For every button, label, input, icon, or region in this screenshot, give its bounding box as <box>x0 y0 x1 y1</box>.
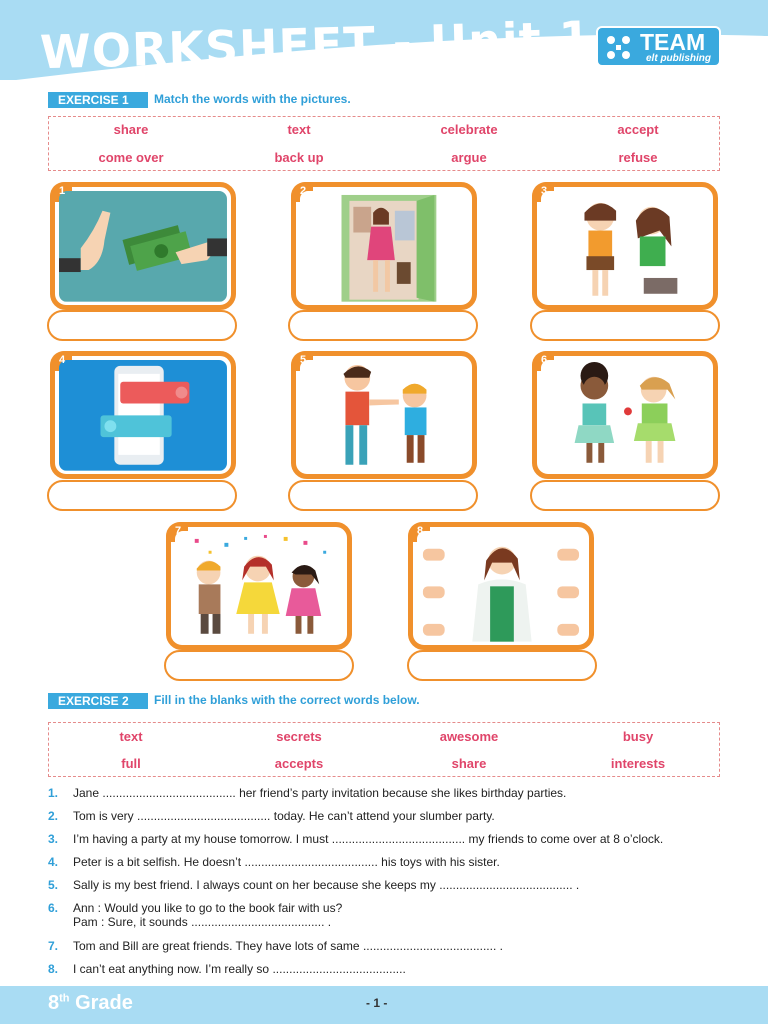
question-text: Tom is very <box>73 809 134 823</box>
question-number: 5. <box>48 878 59 892</box>
question-text: . <box>499 939 503 953</box>
question-8 <box>48 962 406 976</box>
word-bank-item: share <box>113 122 149 137</box>
question-number: 1. <box>48 786 59 800</box>
word-bank-item: full <box>121 756 141 771</box>
publisher-logo <box>596 26 721 67</box>
exercise-1-tag: EXERCISE 1 <box>48 92 148 108</box>
question-text: Sally is my best friend. I always count on her because she keeps my <box>73 878 436 892</box>
page-number: - 1 - <box>366 996 388 1010</box>
share-illustration <box>541 360 709 471</box>
question-text: Peter is a bit selfish. He doesn’t <box>73 855 242 869</box>
blank-field[interactable]: ........................................ <box>272 962 406 976</box>
refuse-money-illustration <box>59 191 227 302</box>
card-number: 1 <box>59 185 66 197</box>
question-text: Pam : Sure, it sounds <box>73 915 188 929</box>
word-bank-item: text <box>119 729 143 744</box>
question-text: my friends to come over at 8 o’clock. <box>468 832 664 846</box>
word-bank-item: accepts <box>274 756 324 771</box>
exercise-1-word-bank <box>48 116 720 171</box>
question-text: Ann : Would you like to go to the book fair with us? <box>73 901 343 915</box>
answer-field-4[interactable] <box>47 480 237 511</box>
question-number: 7. <box>48 939 59 953</box>
answer-field-6[interactable] <box>530 480 720 511</box>
word-bank-item: celebrate <box>440 122 498 137</box>
question-number: 4. <box>48 855 59 869</box>
word-bank-item: refuse <box>618 150 658 165</box>
picture-card-1 <box>50 182 236 310</box>
card-number: 6 <box>541 354 548 366</box>
question-1 <box>48 786 566 800</box>
answer-field-1[interactable] <box>47 310 237 341</box>
card-number: 7 <box>175 525 182 537</box>
text-message-illustration <box>59 360 227 471</box>
blank-field[interactable]: ........................................ <box>137 809 271 823</box>
question-2 <box>48 809 495 823</box>
answer-field-3[interactable] <box>530 310 720 341</box>
question-5 <box>48 878 579 892</box>
answer-field-7[interactable] <box>164 650 354 681</box>
question-4 <box>48 855 500 869</box>
question-number: 3. <box>48 832 59 846</box>
come-over-illustration <box>300 191 468 302</box>
blank-field[interactable]: ........................................ <box>244 855 378 869</box>
question-text: I’m having a party at my house tomorrow. I must <box>73 832 329 846</box>
word-bank-item: come over <box>98 150 164 165</box>
page-title: WORKSHEET - Unit 1 <box>39 10 593 80</box>
question-text: Jane <box>73 786 100 800</box>
word-bank-item: argue <box>451 150 487 165</box>
question-text: today. He can’t attend your slumber party. <box>273 809 495 823</box>
question-text: his toys with his sister. <box>381 855 500 869</box>
grade-word: Grade <box>75 992 133 1014</box>
blank-field[interactable]: ........................................ <box>362 939 497 953</box>
exercise-2-tag: EXERCISE 2 <box>48 693 148 709</box>
question-text: her friend’s party invitation because she likes birthday parties. <box>239 786 567 800</box>
grade-suffix: th <box>59 992 70 1005</box>
word-bank-item: busy <box>622 729 654 744</box>
word-bank-item: awesome <box>439 729 499 744</box>
picture-card-7 <box>166 522 352 650</box>
picture-card-5 <box>291 351 477 479</box>
exercise-1-instruction: Match the words with the pictures. <box>154 92 351 106</box>
question-6 <box>48 901 342 929</box>
answer-field-8[interactable] <box>407 650 597 681</box>
question-3 <box>48 832 663 846</box>
question-text: . <box>327 915 332 929</box>
word-bank-item: secrets <box>276 729 322 744</box>
logo-brand: TEAM <box>640 29 706 55</box>
exercise-2-instruction: Fill in the blanks with the correct words below. <box>154 693 420 707</box>
accept-illustration <box>417 531 585 642</box>
team-logo-icon <box>605 34 632 61</box>
word-bank-item: share <box>451 756 487 771</box>
question-text: Tom and Bill are great friends. They have lots of same <box>73 939 360 953</box>
blank-field[interactable]: ........................................ <box>331 832 466 846</box>
word-bank-item: text <box>287 122 311 137</box>
card-number: 5 <box>300 354 307 366</box>
logo-subtitle: elt publishing <box>646 53 711 64</box>
picture-card-4 <box>50 351 236 479</box>
grade-label <box>48 992 133 1015</box>
picture-card-3 <box>532 182 718 310</box>
celebrate-illustration <box>175 531 343 642</box>
question-number: 2. <box>48 809 59 823</box>
picture-card-2 <box>291 182 477 310</box>
question-number: 8. <box>48 962 59 976</box>
blank-field[interactable]: ........................................ <box>439 878 573 892</box>
card-number: 2 <box>300 185 307 197</box>
card-number: 8 <box>417 525 424 537</box>
word-bank-item: back up <box>274 150 324 165</box>
blank-field[interactable]: ........................................ <box>191 915 325 929</box>
argue-illustration <box>300 360 468 471</box>
word-bank-item: interests <box>610 756 666 771</box>
answer-field-2[interactable] <box>288 310 478 341</box>
question-text: I can’t eat anything now. I’m really so <box>73 962 270 976</box>
word-bank-item: accept <box>617 122 659 137</box>
back-up-illustration <box>541 191 709 302</box>
card-number: 3 <box>541 185 548 197</box>
picture-card-8 <box>408 522 594 650</box>
answer-field-5[interactable] <box>288 480 478 511</box>
picture-card-6 <box>532 351 718 479</box>
exercise-2-word-bank <box>48 722 720 777</box>
question-7 <box>48 939 503 953</box>
blank-field[interactable]: ........................................ <box>102 786 236 800</box>
question-text: . <box>575 878 580 892</box>
grade-number: 8 <box>48 992 60 1014</box>
card-number: 4 <box>59 354 66 366</box>
question-number: 6. <box>48 901 59 915</box>
